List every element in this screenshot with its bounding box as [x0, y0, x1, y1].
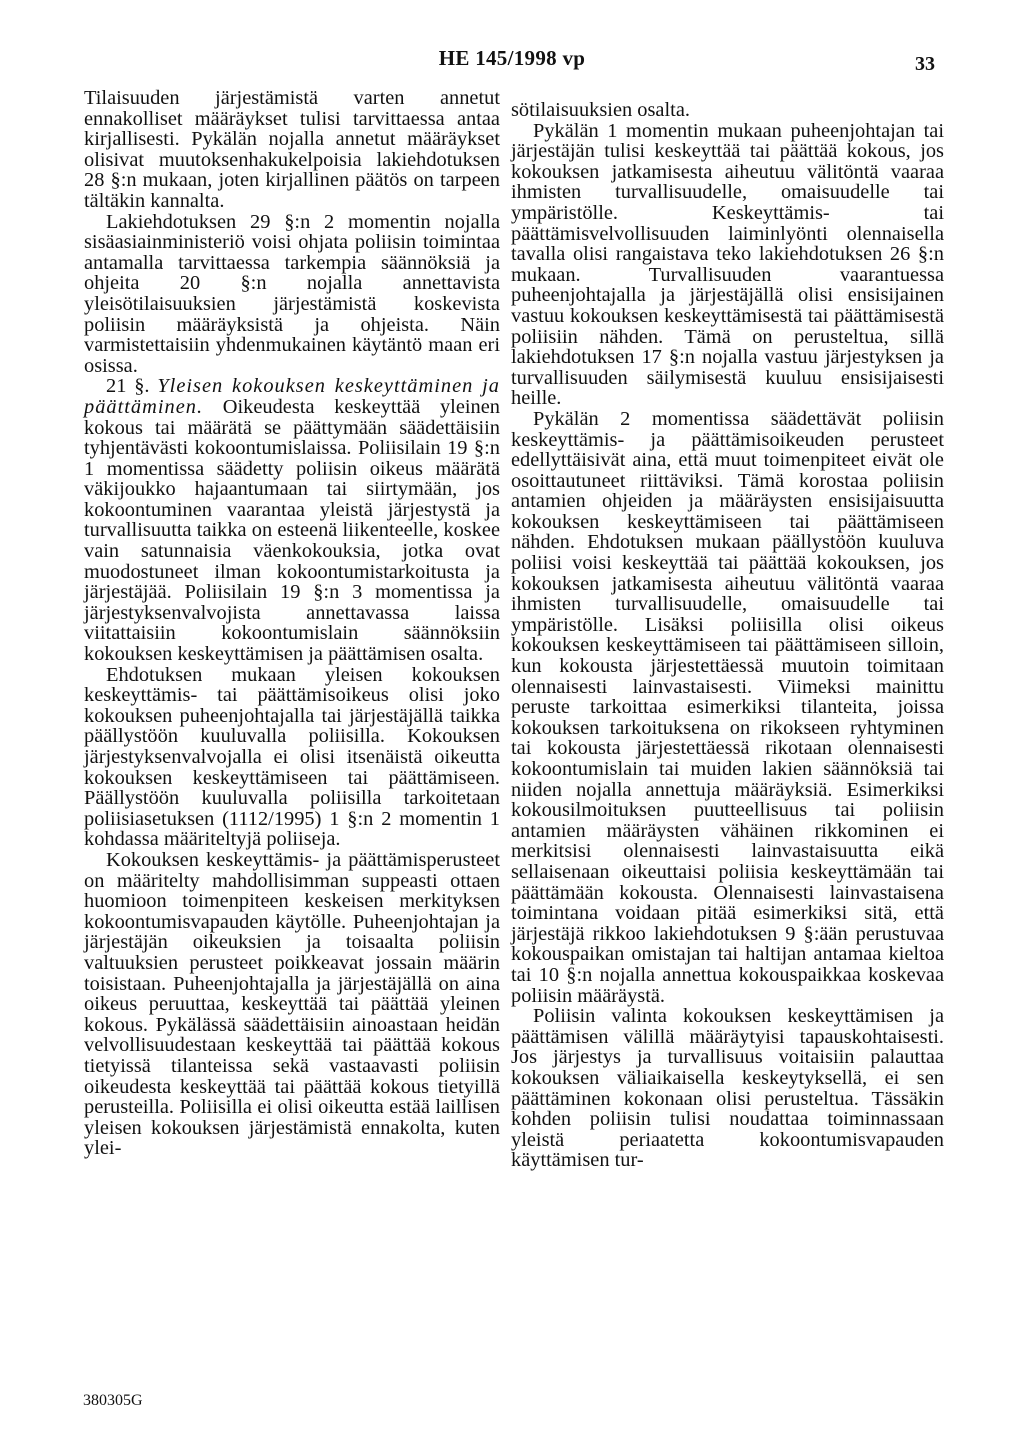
- section-body: Oikeudesta keskeyttää yleinen kokous tai määrätä se päättymään säädettäisiin tyhjentävästi kokoontumislaissa. Poliisilain 19 §:n 1 momentissa säädetty poliisin oikeus määrätä väkijoukko hajaantumaan tai siirtymään, jos kokoontuminen vaarantaa yleistä järjestystä ja turvallisuutta taikka on esteenä liikenteelle, koskee vain satunnaisia väenkokouksia, jotka ovat muodostuneet ilman kokoontumistarkoitusta ja järjestäjää. Poliisilain 19 §:n 3 momentissa ja järjestyksenvalvojista annettavassa laissa viitattaisiin kokoontumislain säännöksiin kokouksen keskeyttämisen ja päättämisen osalta.: [84, 395, 500, 666]
- paragraph: Ehdotuksen mukaan yleisen kokouksen keskeyttämis- tai päättämisoikeus olisi joko kokouksen puheenjohtajalla tai järjestäjällä taikka päällystöön kuuluvalla poliisilla. Kokouksen järjestyksenvalvojalla ei olisi itsenäistä oikeutta kokouksen keskeyttämiseen tai päättämiseen. Päällystöön kuuluvalla poliisilla tarkoitetaan poliisiasetuksen (1112/1995) 1 §:n 2 momentin 1 kohdassa määriteltyjä poliiseja.: [84, 663, 500, 851]
- paragraph: Tilaisuuden järjestämistä varten annetut ennakolliset määräykset tulisi tarvittaessa antaa kirjallisesti. Pykälän nojalla annetut määräykset olisivat muutoksenhakukelpoisia lakiehdotuksen 28 §:n mukaan, joten kirjallinen päätös on tarpeen tältäkin kannalta.: [84, 87, 500, 212]
- page-number: 33: [915, 53, 935, 75]
- left-column: [84, 88, 500, 1159]
- paragraph: Lakiehdotuksen 29 §:n 2 momentin nojalla sisäasiainministeriö voisi ohjata poliisin toimintaa antamalla tarvittaessa tarkempia säännöksiä ja ohjeita 20 §:n nojalla annettavista yleisötilaisuuksien järjestämistä koskevista poliisin määräyksistä ja ohjeista. Näin varmistettaisiin yhdenmukainen käytäntö maan eri osissa.: [84, 210, 500, 377]
- paragraph: Pykälän 2 momentissa säädettävät poliisin keskeyttämis- ja päättämisoikeuden perusteet edellyttäisivät aina, että muut toimenpiteet eivät ole osoittautuneet riittäviksi. Tämä korostaa poliisin antamien ohjeiden ja määräysten ensisijaisuutta kokouksen keskeyttämiseen tai päättämiseen nähden. Ehdotuksen mukaan päällystöön kuuluva poliisi voisi keskeyttää tai päättää kokouksen, jos kokouksen jatkamisesta aiheutuu välitöntä vaaraa ihmisten turvallisuudelle, omaisuudelle tai ympäristölle. Lisäksi poliisilla olisi oikeus kokouksen keskeyttämiseen tai päättämiseen silloin, kun kokousta järjestettäessä muutoin toimitaan olennaisesti lainvastaisesti. Viimeksi mainittu peruste tarkoittaa esimerkiksi tilanteita, joissa kokouksen tarkoituksena on rikokseen ryhtyminen tai kokousta järjestettäessä rikotaan olennaisesti kokoontumislain tai muiden lakien säännöksiä tai niiden nojalla annettuja määräyksiä. Esimerkiksi kokousilmoituksen puutteellisuus tai poliisin antamien määräysten vähäinen rikkominen ei merkitsisi olennaisesti lainvastaisuutta eikä sellaisenaan oikeuttaisi poliisia keskeyttämään tai päättämään kokousta. Olennaisesti lainvastaisena toimintana voidaan pitää esimerkiksi sitä, että järjestäjä rikkoo lakiehdotuksen 9 §:ään perustuvaa kokouspaikan omistajan tai haltijan antamaa kieltoa tai 10 §:n nojalla annettua kokouspaikkaa koskevaa poliisin määräystä.: [511, 407, 944, 1007]
- paragraph: Pykälän 1 momentin mukaan puheenjohtajan tai järjestäjän tulisi keskeyttää tai päättää kokous, jos kokouksen jatkamisesta aiheutuu välitöntä vaaraa ihmisten turvallisuudelle, omaisuudelle tai ympäristölle. Keskeyttämis- tai päättämisvelvollisuuden laiminlyönti olennaisella tavalla olisi rangaistava teko lakiehdotuksen 26 §:n mukaan. Turvallisuuden vaarantuessa puheenjohtajalla ja järjestäjällä olisi ensisijainen vastuu kokouksen keskeyttämisestä tai päättämisestä poliisiin nähden. Tämä on perusteltua, sillä lakiehdotuksen 17 §:n nojalla vastuu järjestyksen ja turvallisuuden säilymisestä kuuluu ensisijaisesti heille.: [511, 119, 944, 410]
- section-paragraph: [84, 376, 500, 664]
- section-number: 21 §.: [106, 375, 150, 398]
- section-heading: Yleisen kokouksen keskeyttäminen ja päättäminen.: [84, 375, 500, 418]
- document-title: HE 145/1998 vp: [438, 46, 586, 70]
- paragraph: Kokouksen keskeyttämis- ja päättämisperusteet on määritelty mahdollisimman suppeasti ottaen huomioon toimenpiteen keskeisen merkityksen kokoontumisvapauden käytölle. Puheenjohtajan ja järjestäjän oikeuksien ja toisaalta poliisin valtuuksien perusteet poikkeavat jossain määrin toisistaan. Puheenjohtajalla ja järjestäjällä on aina oikeus peruuttaa, keskeyttää tai päättää yleinen kokous. Pykälässä säädettäisiin ainoastaan heidän velvollisuudestaan keskeyttää tai päättää kokous tietyissä tilanteissa sekä vastaavasti poliisin oikeudesta keskeyttää tai päättää kokous tietyillä perusteilla. Poliisilla ei olisi oikeutta estää laillisen yleisen kokouksen järjestämistä ennakolta, kuten ylei-: [84, 848, 500, 1160]
- footer-code: 380305G: [83, 1392, 143, 1409]
- paragraph: sötilaisuuksien osalta.: [511, 99, 690, 121]
- right-column: [511, 100, 944, 1171]
- paragraph: Poliisin valinta kokouksen keskeyttämisen ja päättämisen välillä määräytyisi tapauskohtaisesti. Jos järjestys ja turvallisuus voitaisiin palauttaa kokouksen väliaikaisella keskeytyksellä, ei sen päättäminen kokonaan olisi perusteltua. Tässäkin kohden poliisin tulisi noudattaa toiminnassaan yleistä periaatetta kokoontumisvapauden käyttämisen tur-: [511, 1005, 944, 1172]
